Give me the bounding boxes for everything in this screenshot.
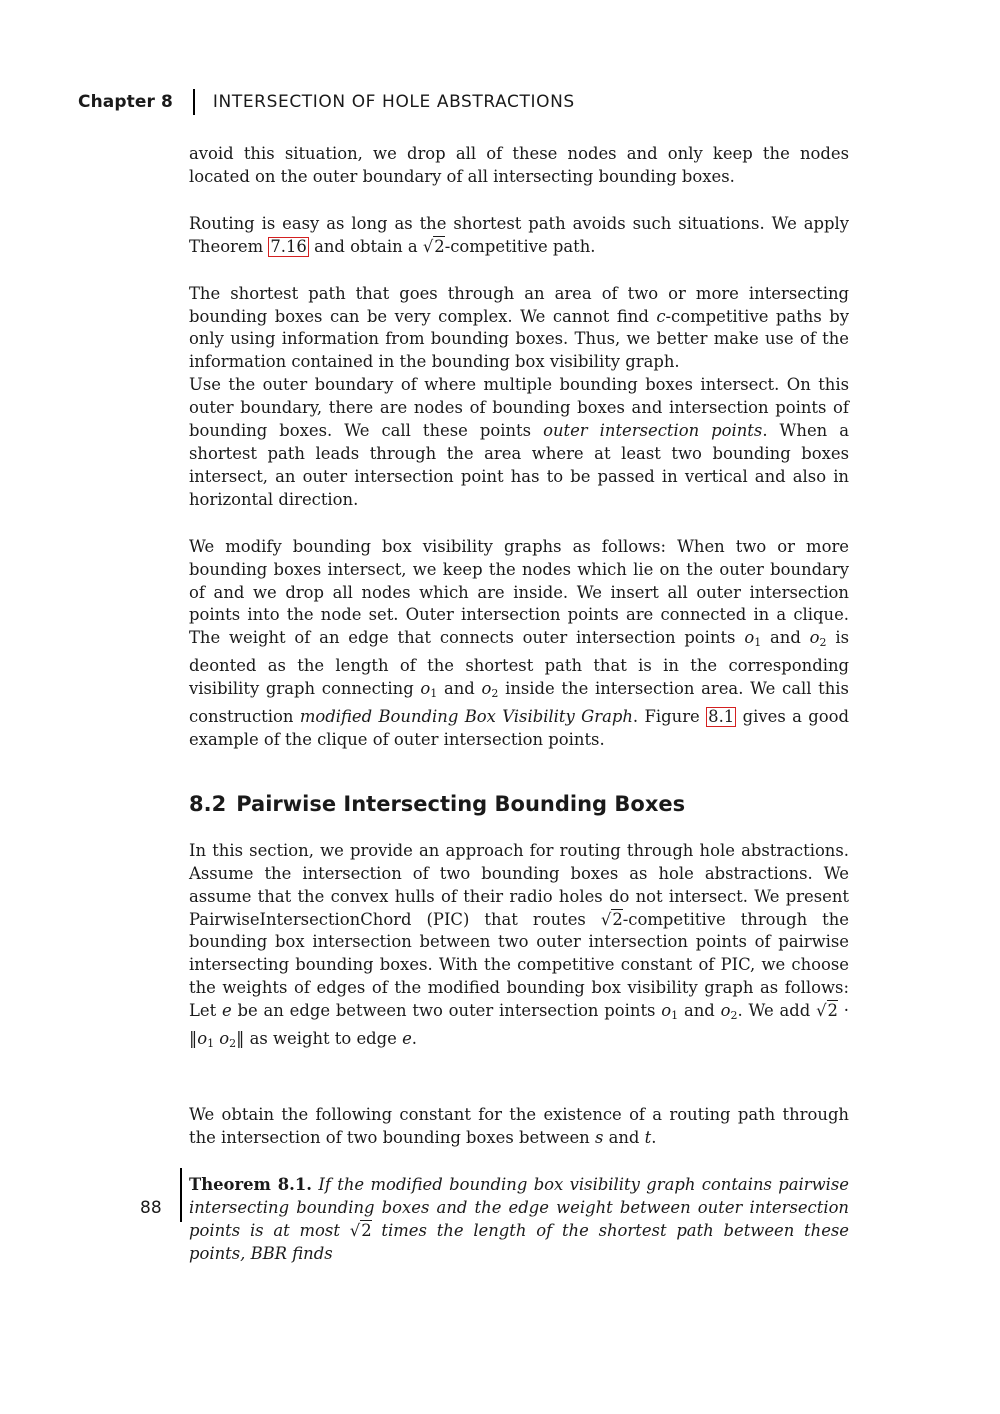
var-o1: $o_1$: [420, 679, 438, 701]
chapter-label: Chapter 8: [78, 92, 173, 112]
paragraph-7: We obtain the following constant for the existence of a routing path through the intersection of two bounding boxes between s and t.: [189, 1105, 849, 1147]
section-number: 8.2: [189, 791, 227, 816]
page-body: [189, 143, 849, 1265]
section-heading: [189, 790, 849, 818]
sqrt-2: √2: [349, 1220, 372, 1240]
chapter-title: INTERSECTION OF HOLE ABSTRACTIONS: [212, 92, 575, 112]
var-o2: $o_2$: [809, 628, 827, 650]
paragraph-1: avoid this situation, we drop all of these nodes and only keep the nodes located on the outer boundary of all intersecting bounding boxes.: [189, 144, 849, 186]
theorem-8-1: Theorem 8.1. If the modified bounding box visibility graph contains pairwise intersecting bounding boxes and the edge weight between outer intersection points is at most √2 times the length of the shortest path between these points, BBR finds: [189, 1174, 850, 1263]
paragraph-6: In this section, we provide an approach for routing through hole abstractions. Assume the intersection of two bounding boxes as hole abstractions. We assume that the convex hulls of their radio holes do not intersect. We present PairwiseIntersectionChord (PIC) that routes √2-competitive through the bounding box intersection between two outer intersection points of pairwise intersecting bounding boxes. With the competitive constant of PIC, we choose the weights of edges of the modified bounding box visibility graph as follows: Let e be an edge between two outer intersection points $o_1$ and $o_2$. We add $√2 \cdot ‖o_1$ $o_2‖$ as weight to edge e.: [189, 840, 850, 1051]
var-o2: $o_2$: [720, 1001, 738, 1023]
header-divider: [193, 89, 195, 115]
var-o1: $o_1$: [744, 628, 762, 650]
var-o1: $o_1$: [661, 1001, 679, 1023]
paragraph-4: Use the outer boundary of where multiple bounding boxes intersect. On this outer boundary, there are nodes of bounding boxes and intersection points of bounding boxes. We call these points outer intersection points. When a shortest path leads through the area where at least two bounding boxes intersect, an outer intersection point has to be passed in vertical and also in horizontal direction.: [189, 375, 849, 509]
sqrt-2: √2: [600, 909, 623, 929]
section-title: Pairwise Intersecting Bounding Boxes: [236, 791, 686, 816]
footer-divider: [180, 1168, 182, 1222]
emphasis-modified-bbvg: modified Bounding Box Visibility Graph: [299, 707, 633, 727]
sqrt-2: √2: [816, 1001, 838, 1021]
page-footer: [120, 1168, 190, 1222]
paragraph-3: The shortest path that goes through an area of two or more intersecting bounding boxes can be very complex. We cannot find c-competitive paths by only using information from bounding boxes. Thus, we better make use of the information contained in the bounding box visibility graph.: [189, 283, 849, 372]
var-o2: $o_2$: [481, 679, 499, 701]
sqrt-2: √2: [422, 236, 445, 256]
page-number: 88: [140, 1198, 162, 1218]
paragraph-2: Routing is easy as long as the shortest path avoids such situations. We apply Theorem 7.16 and obtain a √2-competitive path.: [189, 213, 849, 256]
paragraph-5: We modify bounding box visibility graphs as follows: When two or more bounding boxes intersect, we keep the nodes which lie on the outer boundary of and we drop all nodes which are inside. We insert all outer intersection points into the node set. Outer intersection points are connected in a clique. The weight of an edge that connects outer intersection points $o_1$ and $o_2$ is deonted as the length of the shortest path that is in the corresponding visibility graph connecting $o_1$ and $o_2$ inside the intersection area. We call this construction modified Bounding Box Visibility Graph. Figure 8.1 gives a good example of the clique of outer intersection points.: [189, 536, 850, 749]
theorem-label: Theorem 8.1.: [189, 1174, 312, 1194]
norm-o1-o2: $‖o_1$ $o_2‖$: [189, 1029, 245, 1051]
theorem-link[interactable]: 7.16: [270, 236, 307, 256]
figure-link[interactable]: 8.1: [708, 707, 735, 727]
emphasis-outer-intersection-points: outer intersection points: [543, 421, 763, 441]
running-header: [78, 88, 575, 116]
